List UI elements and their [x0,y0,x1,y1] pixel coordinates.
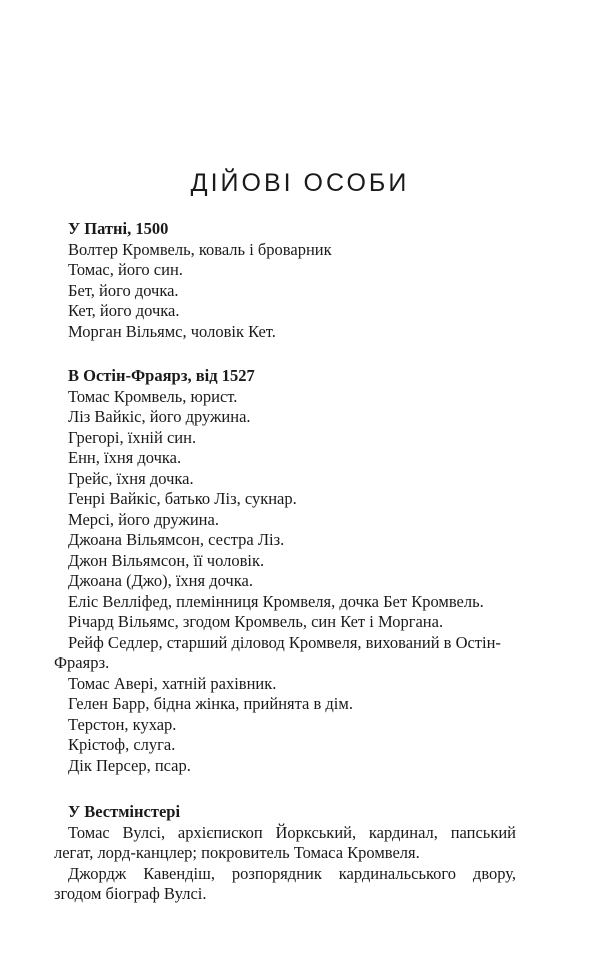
section-heading: В Остін-Фраярз, від 1527 [68,366,255,385]
character-line: Рейф Седлер, старший діловод Кромвеля, вихований в Остін- [68,632,501,652]
character-line: Мерсі, його дружина. [68,509,219,529]
character-line: Терстон, кухар. [68,714,177,734]
character-line: Грейс, їхня дочка. [68,468,194,488]
character-line: Гелен Барр, бідна жінка, прийнята в дім. [68,694,353,713]
character-line: Томас, його син. [68,260,183,279]
section-putney [68,219,516,342]
character-entry [54,863,516,905]
page-title: ДІЙОВІ ОСОБИ [190,168,410,197]
character-line: Морган Вільямс, чоловік Кет. [68,321,276,341]
character-line: Томас Авері, хатній рахівник. [68,673,277,693]
character-line: Річард Вільямс, згодом Кромвель, син Кет і Моргана. [68,612,444,631]
character-line: Енн, їхня дочка. [68,448,182,467]
character-line: Джоана (Джо), їхня дочка. [68,571,253,590]
character-line: Крістоф, слуга. [68,735,176,754]
character-line: Томас Кромвель, юрист. [68,386,238,406]
section-heading: У Вестмінстері [68,802,181,821]
section-austin-friars [54,366,516,776]
character-line: Ліз Вайкіс, його дружина. [68,407,251,426]
character-line-continuation: Фраярз. [54,653,110,672]
character-line: Джоана Вільямсон, сестра Ліз. [68,530,285,549]
character-line: Грегорі, їхній син. [68,427,197,447]
character-line: Еліс Велліфед, племінниця Кромвеля, дочка Бет Кромвель. [68,591,484,611]
character-line: Томас Вулсі, архієпископ Йоркський, кардинал, папський [68,822,516,842]
character-line: Генрі Вайкіс, батько Ліз, сукнар. [68,489,297,508]
character-line: Дік Персер, псар. [68,755,191,775]
character-line: Джон Вільямсон, її чоловік. [68,550,265,570]
character-entry [54,822,516,864]
character-line-continuation: згодом біограф Вулсі. [54,884,207,903]
character-line: Бет, його дочка. [68,280,179,300]
section-westminster [54,802,516,905]
character-line: Кет, його дочка. [68,301,180,320]
character-line: Волтер Кромвель, коваль і броварник [68,239,332,259]
character-line-continuation: легат, лорд-канцлер; покровитель Томаса Кромвеля. [54,843,420,862]
character-line: Джордж Кавендіш, розпорядник кардинальського двору, [68,863,516,883]
section-heading: У Патні, 1500 [68,219,169,238]
